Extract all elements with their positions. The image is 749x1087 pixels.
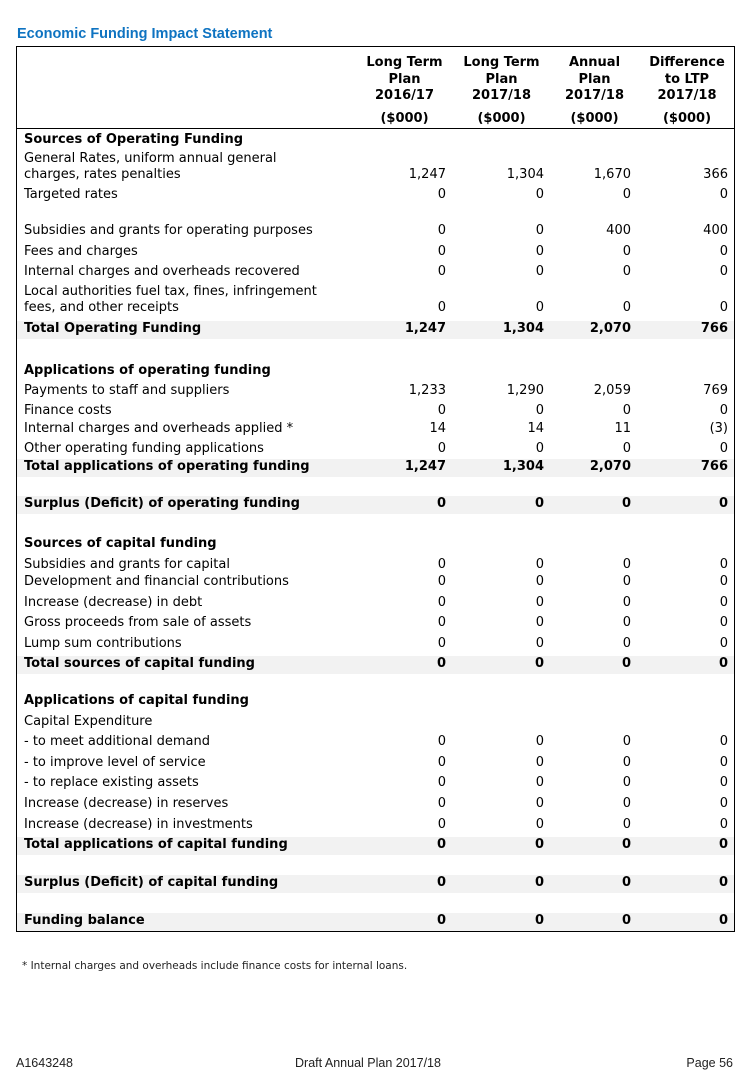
cell-value: 1,247 (404, 321, 446, 336)
cell-value: 0 (719, 264, 728, 279)
cell-value: 0 (535, 264, 544, 279)
row-label (24, 383, 229, 399)
cell-value: 0 (718, 913, 728, 928)
row-label-text: Total Operating Funding (24, 321, 202, 336)
row-label (24, 536, 217, 552)
row-label-text: Total sources of capital funding (24, 656, 255, 671)
row-label (24, 796, 228, 812)
cell-value: 0 (437, 187, 446, 202)
cell-value: 0 (622, 636, 631, 651)
cell-value: 0 (622, 775, 631, 790)
cell-value: 0 (719, 615, 728, 630)
cell-value: 0 (621, 656, 631, 671)
cell-value: 0 (719, 796, 728, 811)
row-label-text: Other operating funding applications (24, 441, 264, 456)
cell-value: 0 (436, 656, 446, 671)
total-row (17, 496, 734, 514)
cell-value: 0 (535, 817, 544, 832)
row-label-text: Applications of capital funding (24, 693, 249, 708)
row-label (24, 557, 230, 573)
row-label (24, 636, 182, 652)
row-label (24, 151, 277, 183)
cell-value: 0 (436, 875, 446, 890)
row-label (24, 775, 199, 791)
total-row (17, 913, 734, 931)
cell-value: 0 (622, 595, 631, 610)
cell-value: 0 (622, 796, 631, 811)
row-label (24, 755, 206, 771)
row-label (24, 321, 201, 337)
cell-value: 0 (535, 755, 544, 770)
cell-value: 0 (621, 875, 631, 890)
row-label-text: Targeted rates (24, 187, 118, 202)
row-label-text: Fees and charges (24, 244, 138, 259)
header-text: Plan (388, 71, 421, 87)
row-label-text: Increase (decrease) in reserves (24, 796, 229, 811)
cell-value: 1,304 (502, 459, 544, 474)
row-label-text: Subsidies and grants for capital (24, 557, 230, 572)
cell-value: 0 (436, 837, 446, 852)
row-label (24, 656, 255, 672)
header-annual-plan (552, 55, 637, 127)
row-label (24, 875, 278, 891)
cell-value: 0 (622, 264, 631, 279)
cell-value: 0 (622, 441, 631, 456)
row-label (24, 223, 313, 239)
cell-value: 0 (719, 244, 728, 259)
row-label (24, 837, 288, 853)
total-row (17, 321, 734, 339)
row-label (24, 734, 210, 750)
cell-value: 0 (534, 496, 544, 511)
cell-value: 0 (718, 837, 728, 852)
row-label-text: Internal charges and overheads recovered (24, 264, 300, 279)
cell-value: 0 (622, 615, 631, 630)
cell-value: 0 (535, 574, 544, 589)
cell-value: 0 (534, 656, 544, 671)
row-label-text: Sources of Operating Funding (24, 132, 244, 147)
cell-value: 1,247 (404, 459, 446, 474)
cell-value: 0 (437, 615, 446, 630)
footer-doc-title: Draft Annual Plan 2017/18 (295, 1056, 441, 1070)
row-label-text: Lump sum contributions (24, 636, 182, 651)
cell-value: 0 (437, 636, 446, 651)
header-unit: ($000) (662, 110, 712, 126)
cell-value: 1,304 (506, 167, 544, 182)
row-label (24, 459, 310, 475)
cell-value: 366 (703, 167, 728, 182)
cell-value: 0 (437, 734, 446, 749)
cell-value: 0 (719, 557, 728, 572)
row-label (24, 284, 317, 316)
row-label-text: Gross proceeds from sale of assets (24, 615, 252, 630)
cell-value: 0 (622, 187, 631, 202)
cell-value: 1,670 (593, 167, 631, 182)
cell-value: 14 (527, 421, 544, 436)
header-text: Long Term (366, 55, 443, 70)
footer-page-number: Page 56 (686, 1056, 733, 1070)
cell-value: 769 (703, 383, 728, 398)
cell-value: 0 (622, 300, 631, 315)
header-text: to LTP (664, 71, 710, 87)
cell-value: 2,070 (589, 321, 631, 336)
row-label-text: Total applications of operating funding (24, 459, 310, 474)
cell-value: 0 (535, 775, 544, 790)
row-label-text: charges, rates penalties (24, 167, 181, 182)
header-text: 2017/18 (564, 88, 625, 103)
funding-impact-table (16, 46, 735, 932)
cell-value: 0 (436, 496, 446, 511)
cell-value: 0 (535, 557, 544, 572)
cell-value: 0 (622, 755, 631, 770)
cell-value: 0 (535, 615, 544, 630)
row-label (24, 817, 253, 833)
cell-value: 0 (437, 755, 446, 770)
cell-value: 0 (621, 496, 631, 511)
footer-doc-id: A1643248 (16, 1056, 74, 1070)
cell-value: 0 (719, 300, 728, 315)
cell-value: 400 (606, 223, 631, 238)
cell-value: 0 (437, 775, 446, 790)
cell-value: 0 (436, 913, 446, 928)
cell-value: 0 (622, 403, 631, 418)
cell-value: 0 (437, 557, 446, 572)
cell-value: 0 (437, 403, 446, 418)
header-ltp-2016 (362, 55, 447, 127)
cell-value: 2,059 (593, 383, 631, 398)
header-difference (643, 55, 731, 127)
row-label-text: Increase (decrease) in investments (24, 817, 253, 832)
row-label-text: Development and financial contributions (24, 574, 289, 589)
row-label (24, 403, 112, 419)
cell-value: 0 (437, 817, 446, 832)
total-row (17, 875, 734, 893)
row-label-text: - to replace existing assets (24, 775, 199, 790)
cell-value: 0 (621, 837, 631, 852)
row-label (24, 441, 264, 457)
cell-value: 1,290 (506, 383, 544, 398)
row-label (24, 574, 289, 590)
cell-value: 2,070 (589, 459, 631, 474)
row-label-text: Total applications of capital funding (24, 837, 288, 852)
row-label-text: Payments to staff and suppliers (24, 383, 230, 398)
cell-value: 0 (622, 574, 631, 589)
cell-value: 0 (719, 755, 728, 770)
row-label-text: Surplus (Deficit) of capital funding (24, 875, 279, 890)
header-unit: ($000) (477, 110, 526, 126)
row-label-text: Subsidies and grants for operating purposes (24, 223, 313, 238)
cell-value: 0 (719, 734, 728, 749)
header-text: Plan (485, 71, 518, 87)
cell-value: 0 (718, 875, 728, 890)
cell-value: 0 (535, 796, 544, 811)
table-body (17, 129, 734, 931)
cell-value: 11 (614, 421, 631, 436)
row-label-text: Funding balance (24, 913, 145, 928)
row-label (24, 615, 251, 631)
cell-value: 0 (535, 223, 544, 238)
cell-value: 0 (718, 496, 728, 511)
cell-value: 0 (719, 441, 728, 456)
row-label-text: Capital Expenditure (24, 714, 153, 729)
header-text: Difference (649, 55, 725, 70)
row-label-text: Sources of capital funding (24, 536, 217, 551)
row-label (24, 595, 202, 611)
cell-value: 0 (622, 557, 631, 572)
cell-value: 0 (535, 734, 544, 749)
row-label (24, 496, 300, 512)
cell-value: 0 (535, 636, 544, 651)
row-label-text: - to meet additional demand (24, 734, 210, 749)
cell-value: 0 (437, 796, 446, 811)
row-label (24, 714, 152, 730)
row-label (24, 244, 138, 260)
cell-value: 0 (535, 441, 544, 456)
total-row (17, 656, 734, 674)
cell-value: 0 (718, 656, 728, 671)
cell-value: 0 (719, 403, 728, 418)
cell-value: (3) (709, 421, 728, 436)
header-ltp-2017 (459, 55, 544, 127)
header-text: 2017/18 (657, 88, 717, 103)
cell-value: 0 (535, 595, 544, 610)
row-label-text: - to improve level of service (24, 755, 206, 770)
cell-value: 0 (535, 244, 544, 259)
header-text: Annual (568, 55, 621, 70)
page-title: Economic Funding Impact Statement (17, 26, 273, 42)
row-label-text: fees, and other receipts (24, 300, 179, 315)
row-label (24, 421, 293, 437)
cell-value: 0 (622, 817, 631, 832)
cell-value: 0 (437, 223, 446, 238)
cell-value: 0 (719, 636, 728, 651)
cell-value: 0 (437, 574, 446, 589)
total-row (17, 837, 734, 855)
cell-value: 1,304 (502, 321, 544, 336)
row-label (24, 187, 118, 203)
row-label (24, 132, 243, 148)
cell-value: 0 (437, 244, 446, 259)
cell-value: 0 (437, 595, 446, 610)
cell-value: 0 (535, 187, 544, 202)
header-unit: ($000) (380, 110, 429, 126)
row-label (24, 264, 300, 280)
cell-value: 14 (429, 421, 446, 436)
row-label-text: Increase (decrease) in debt (24, 595, 203, 610)
total-row (17, 459, 734, 477)
header-text: 2016/17 (374, 88, 435, 103)
cell-value: 0 (719, 574, 728, 589)
cell-value: 0 (534, 837, 544, 852)
cell-value: 0 (437, 264, 446, 279)
cell-value: 0 (437, 441, 446, 456)
header-unit: ($000) (570, 110, 619, 126)
cell-value: 400 (703, 223, 728, 238)
cell-value: 1,247 (408, 167, 446, 182)
row-label-text: Surplus (Deficit) of operating funding (24, 496, 300, 511)
cell-value: 0 (535, 403, 544, 418)
row-label (24, 913, 145, 929)
header-text: Plan (578, 71, 611, 87)
row-label (24, 363, 271, 379)
footnote: * Internal charges and overheads include finance costs for internal loans. (22, 960, 408, 972)
row-label-text: General Rates, uniform annual general (24, 151, 277, 166)
row-label (24, 693, 249, 709)
cell-value: 0 (622, 734, 631, 749)
table-header (17, 47, 734, 129)
cell-value: 0 (719, 187, 728, 202)
cell-value: 0 (719, 595, 728, 610)
cell-value: 0 (534, 875, 544, 890)
cell-value: 766 (700, 459, 728, 474)
cell-value: 0 (535, 300, 544, 315)
row-label-text: Applications of operating funding (24, 363, 271, 378)
header-text: 2017/18 (471, 88, 532, 103)
row-label-text: Finance costs (24, 403, 112, 418)
cell-value: 766 (700, 321, 728, 336)
cell-value: 0 (534, 913, 544, 928)
cell-value: 1,233 (408, 383, 446, 398)
cell-value: 0 (437, 300, 446, 315)
cell-value: 0 (719, 775, 728, 790)
row-label-text: Internal charges and overheads applied * (24, 421, 294, 436)
header-text: Long Term (463, 55, 540, 70)
cell-value: 0 (621, 913, 631, 928)
cell-value: 0 (719, 817, 728, 832)
row-label-text: Local authorities fuel tax, fines, infringement (24, 284, 317, 299)
cell-value: 0 (622, 244, 631, 259)
